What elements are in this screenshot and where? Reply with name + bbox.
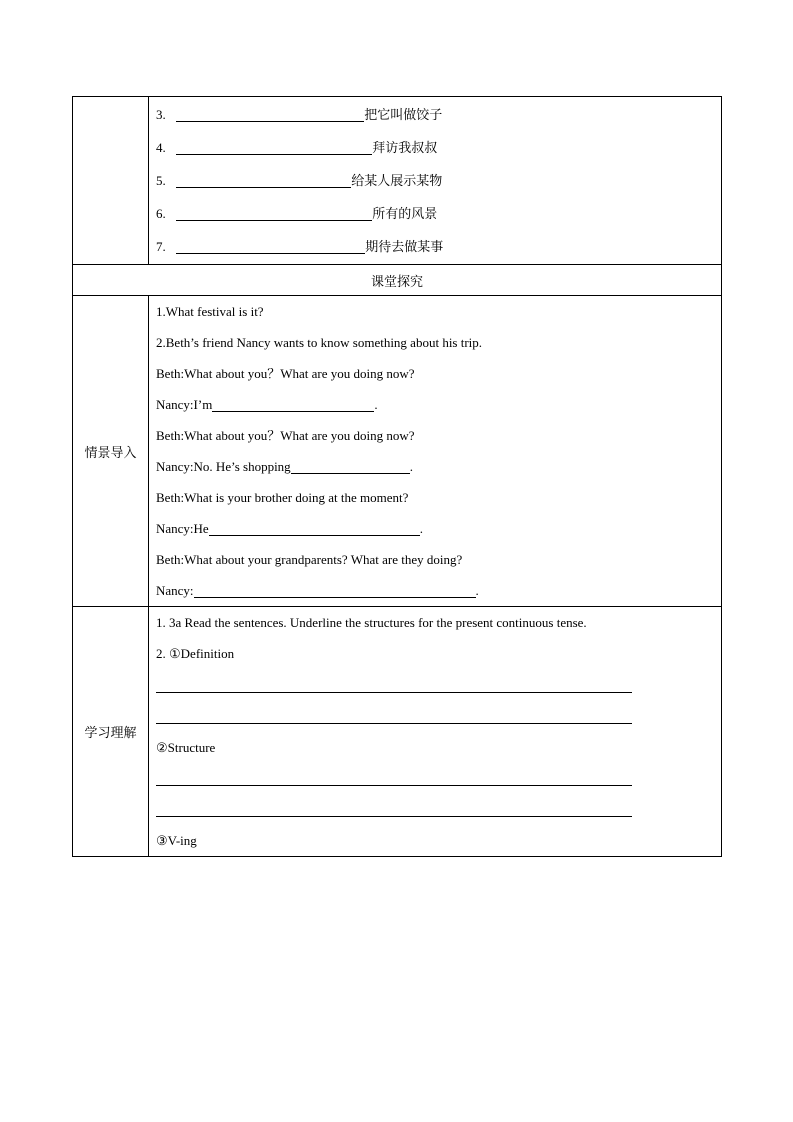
worksheet — [72, 96, 722, 857]
answer-blank[interactable] — [176, 107, 364, 122]
dialogue-prefix: Nancy:No. He’s shopping — [156, 459, 291, 474]
phrase-item — [156, 230, 721, 263]
intro-label: 情景导入 — [73, 296, 149, 607]
phrase-number: 5. — [156, 173, 166, 188]
study-label: 学习理解 — [73, 607, 149, 857]
question-line: 2.Beth’s friend Nancy wants to know something about his trip. — [156, 335, 483, 350]
phrase-item — [156, 197, 721, 230]
period: . — [374, 397, 378, 412]
period: . — [475, 583, 479, 598]
definition-heading: 2. ①Definition — [156, 646, 235, 661]
answer-line[interactable] — [156, 763, 721, 794]
phrase-list — [149, 97, 722, 265]
phrase-item — [156, 98, 721, 131]
intro-row — [73, 296, 722, 607]
answer-blank[interactable] — [176, 173, 351, 188]
dialogue-prefix: Nancy: — [156, 583, 194, 598]
phrase-text: 所有的风景 — [372, 207, 438, 222]
question-line: 1.What festival is it? — [156, 304, 264, 319]
answer-line[interactable] — [156, 794, 721, 825]
phrase-item — [156, 131, 721, 164]
phrase-text: 把它叫做饺子 — [364, 108, 443, 123]
ving-heading: ③V-ing — [156, 833, 197, 848]
phrase-item — [156, 164, 721, 197]
answer-blank[interactable] — [194, 583, 476, 598]
answer-blank[interactable] — [176, 206, 372, 221]
worksheet-table — [72, 96, 722, 857]
answer-blank[interactable] — [212, 397, 374, 412]
phrase-number: 7. — [156, 239, 166, 254]
phrase-text: 拜访我叔叔 — [372, 141, 438, 156]
dialogue-line — [156, 513, 721, 544]
answer-blank[interactable] — [176, 239, 365, 254]
dialogue-line: Beth:What is your brother doing at the moment? — [156, 490, 409, 505]
phrase-text: 期待去做某事 — [365, 240, 444, 255]
phrase-row — [73, 97, 722, 265]
dialogue-prefix: Nancy:He — [156, 521, 209, 536]
dialogue-line — [156, 389, 721, 420]
section-title: 课堂探究 — [73, 265, 722, 296]
period: . — [419, 521, 423, 536]
intro-content — [149, 296, 722, 607]
answer-blank[interactable] — [291, 459, 410, 474]
dialogue-line: Beth:What about you？What are you doing now? — [156, 428, 415, 443]
answer-line[interactable] — [156, 701, 721, 732]
answer-blank[interactable] — [176, 140, 372, 155]
study-content — [149, 607, 722, 857]
structure-heading: ②Structure — [156, 740, 216, 755]
instruction-line: 1. 3a Read the sentences. Underline the structures for the present continuous tense. — [156, 615, 587, 630]
dialogue-line — [156, 575, 721, 606]
answer-blank[interactable] — [209, 521, 420, 536]
empty-label-cell — [73, 97, 149, 265]
dialogue-line — [156, 451, 721, 482]
section-row — [73, 265, 722, 296]
answer-line[interactable] — [156, 670, 721, 701]
period: . — [409, 459, 413, 474]
phrase-number: 4. — [156, 140, 166, 155]
phrase-number: 6. — [156, 206, 166, 221]
dialogue-prefix: Nancy:I’m — [156, 397, 213, 412]
dialogue-line: Beth:What about you？What are you doing now? — [156, 366, 415, 381]
dialogue-line: Beth:What about your grandparents? What are they doing? — [156, 552, 463, 567]
study-row — [73, 607, 722, 857]
phrase-text: 给某人展示某物 — [351, 174, 443, 189]
phrase-number: 3. — [156, 107, 166, 122]
